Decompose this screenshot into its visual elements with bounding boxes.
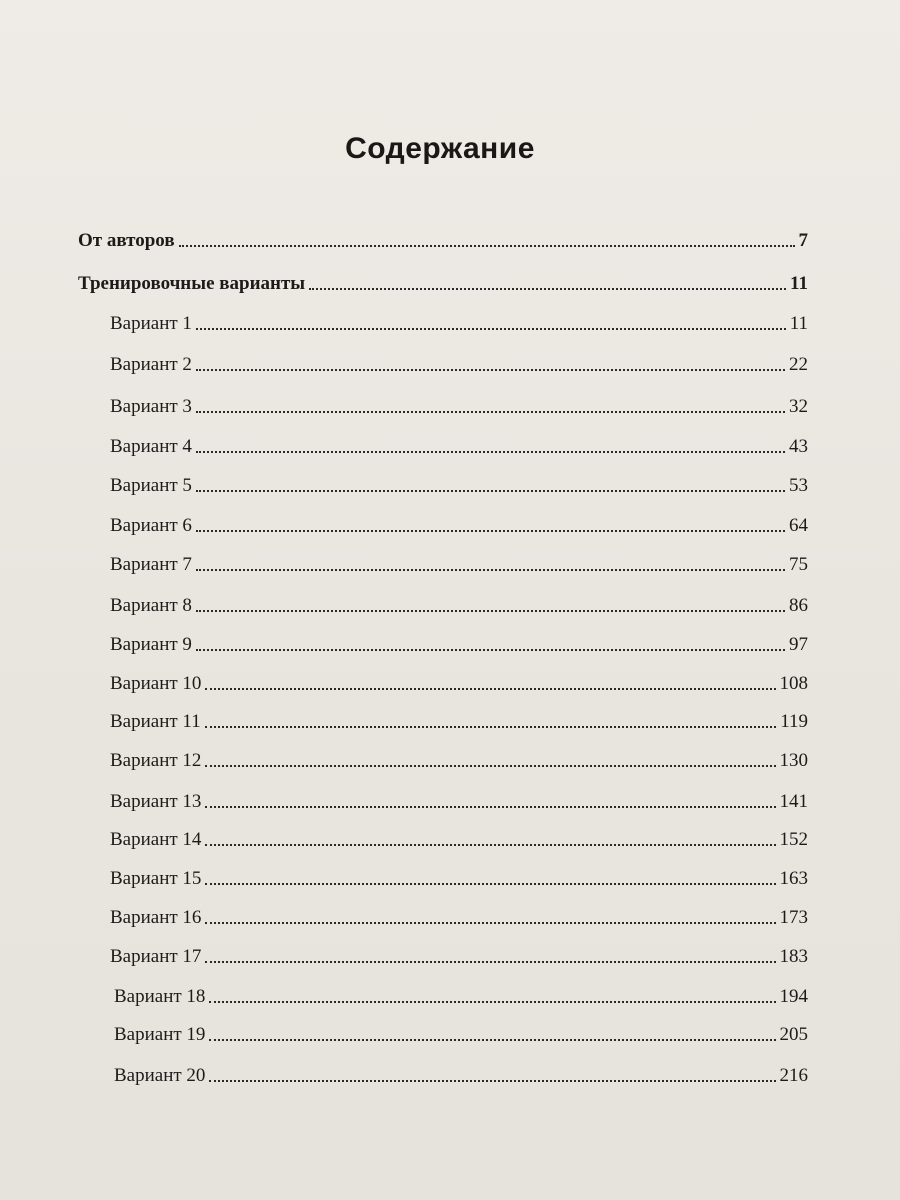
dot-leader	[205, 688, 775, 690]
dot-leader	[209, 1039, 775, 1041]
toc-entry-label: Вариант 19	[114, 1024, 206, 1045]
dot-leader	[205, 806, 775, 808]
dot-leader	[209, 1001, 775, 1003]
toc-entry-label: Вариант 1	[110, 313, 192, 334]
toc-entry-label: Тренировочные варианты	[78, 273, 306, 294]
page-title: Содержание	[345, 132, 535, 165]
toc-entry-label: Вариант 2	[110, 354, 192, 375]
toc-entry-variant-15[interactable]	[110, 866, 808, 890]
toc-entry-label: Вариант 6	[110, 515, 192, 536]
toc-entry-page: 183	[779, 946, 808, 967]
toc-entry-label: Вариант 20	[114, 1065, 206, 1086]
dot-leader	[205, 844, 775, 846]
dot-leader	[196, 610, 785, 612]
toc-entry-variant-3[interactable]	[110, 394, 808, 418]
toc-entry-training-variants[interactable]	[78, 271, 808, 295]
toc-entry-page: 43	[789, 436, 808, 457]
toc-entry-variant-20[interactable]	[114, 1063, 808, 1087]
toc-entry-page: 173	[779, 907, 808, 928]
toc-entry-page: 141	[779, 791, 808, 812]
toc-entry-page: 22	[789, 354, 808, 375]
toc-entry-variant-2[interactable]	[110, 352, 808, 376]
dot-leader	[205, 961, 775, 963]
toc-entry-page: 32	[789, 396, 808, 417]
toc-entry-label: Вариант 14	[110, 829, 202, 850]
toc-entry-variant-13[interactable]	[110, 789, 808, 813]
toc-entry-authors[interactable]	[78, 228, 808, 252]
toc-entry-page: 108	[779, 673, 808, 694]
toc-entry-label: Вариант 12	[110, 750, 202, 771]
toc-entry-page: 11	[789, 313, 808, 334]
toc-entry-variant-11[interactable]	[110, 709, 808, 733]
toc-entry-label: Вариант 4	[110, 436, 192, 457]
toc-entry-variant-16[interactable]	[110, 905, 808, 929]
toc-entry-page: 163	[779, 868, 808, 889]
toc-entry-variant-10[interactable]	[110, 671, 808, 695]
toc-entry-label: Вариант 9	[110, 634, 192, 655]
toc-entry-label: От авторов	[78, 230, 175, 251]
toc-entry-page: 7	[798, 230, 808, 251]
dot-leader	[196, 490, 785, 492]
toc-entry-page: 86	[789, 595, 808, 616]
toc-entry-variant-8[interactable]	[110, 593, 808, 617]
toc-entry-page: 97	[789, 634, 808, 655]
dot-leader	[196, 569, 785, 571]
dot-leader	[196, 451, 785, 453]
toc-entry-label: Вариант 17	[110, 946, 202, 967]
toc-entry-label: Вариант 15	[110, 868, 202, 889]
toc-entry-label: Вариант 16	[110, 907, 202, 928]
dot-leader	[196, 369, 785, 371]
toc-entry-variant-1[interactable]	[110, 311, 808, 335]
dot-leader	[309, 288, 786, 290]
toc-entry-variant-14[interactable]	[110, 827, 808, 851]
dot-leader	[196, 328, 786, 330]
dot-leader	[179, 245, 795, 247]
dot-leader	[196, 411, 785, 413]
toc-entry-page: 216	[779, 1065, 808, 1086]
toc-entry-label: Вариант 11	[110, 711, 201, 732]
dot-leader	[196, 530, 785, 532]
toc-entry-page: 130	[779, 750, 808, 771]
toc-entry-page: 53	[789, 475, 808, 496]
toc-entry-label: Вариант 8	[110, 595, 192, 616]
toc-entry-page: 64	[789, 515, 808, 536]
toc-entry-page: 75	[789, 554, 808, 575]
toc-entry-label: Вариант 18	[114, 986, 206, 1007]
toc-entry-variant-7[interactable]	[110, 552, 808, 576]
toc-entry-label: Вариант 13	[110, 791, 202, 812]
toc-entry-page: 119	[780, 711, 808, 732]
toc-entry-page: 11	[790, 273, 808, 294]
toc-entry-label: Вариант 5	[110, 475, 192, 496]
toc-entry-variant-18[interactable]	[114, 984, 808, 1008]
dot-leader	[205, 765, 775, 767]
toc-entry-page: 205	[779, 1024, 808, 1045]
dot-leader	[209, 1080, 775, 1082]
toc-entry-label: Вариант 10	[110, 673, 202, 694]
toc-entry-label: Вариант 7	[110, 554, 192, 575]
toc-entry-variant-4[interactable]	[110, 434, 808, 458]
dot-leader	[205, 922, 775, 924]
dot-leader	[196, 649, 785, 651]
toc-entry-variant-17[interactable]	[110, 944, 808, 968]
toc-entry-label: Вариант 3	[110, 396, 192, 417]
dot-leader	[205, 883, 775, 885]
dot-leader	[205, 726, 776, 728]
toc-entry-variant-9[interactable]	[110, 632, 808, 656]
toc-entry-page: 194	[779, 986, 808, 1007]
toc-entry-variant-6[interactable]	[110, 513, 808, 537]
toc-entry-variant-19[interactable]	[114, 1022, 808, 1046]
toc-entry-page: 152	[779, 829, 808, 850]
toc-entry-variant-12[interactable]	[110, 748, 808, 772]
toc-entry-variant-5[interactable]	[110, 473, 808, 497]
